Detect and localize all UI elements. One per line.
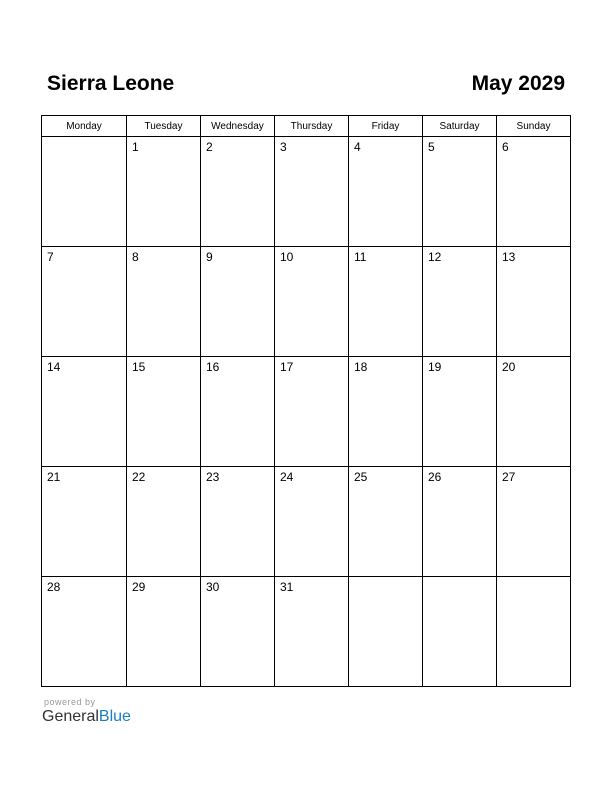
day-number: 10 xyxy=(280,250,294,264)
brand-part-general: General xyxy=(42,708,99,725)
day-cell xyxy=(497,247,571,357)
footer-branding xyxy=(42,697,131,727)
day-number: 18 xyxy=(354,360,368,374)
day-cell xyxy=(275,577,349,687)
day-cell xyxy=(201,357,275,467)
month-year-title: May 2029 xyxy=(471,72,565,95)
brand-part-blue: Blue xyxy=(98,708,131,725)
day-number: 1 xyxy=(132,140,139,154)
calendar-grid xyxy=(41,115,571,687)
day-cell xyxy=(349,247,423,357)
day-cell xyxy=(127,357,201,467)
day-cell xyxy=(42,137,127,247)
day-number: 26 xyxy=(428,470,442,484)
day-cell xyxy=(275,247,349,357)
day-number: 28 xyxy=(47,580,61,594)
day-number: 24 xyxy=(280,470,294,484)
day-cell xyxy=(201,467,275,577)
weekday-header: Saturday xyxy=(423,116,497,137)
day-cell xyxy=(275,137,349,247)
day-number: 22 xyxy=(132,470,146,484)
weekday-header: Tuesday xyxy=(127,116,201,137)
day-number: 16 xyxy=(206,360,220,374)
day-number: 14 xyxy=(47,360,61,374)
day-cell xyxy=(42,467,127,577)
day-cell xyxy=(349,467,423,577)
day-number: 15 xyxy=(132,360,146,374)
day-cell xyxy=(275,357,349,467)
generalblue-logo[interactable] xyxy=(42,707,131,727)
day-number: 30 xyxy=(206,580,220,594)
weekday-header: Monday xyxy=(42,116,127,137)
day-cell xyxy=(127,577,201,687)
day-number: 6 xyxy=(502,140,509,154)
day-number: 29 xyxy=(132,580,146,594)
day-cell xyxy=(201,577,275,687)
day-cell xyxy=(275,467,349,577)
week-row xyxy=(42,357,571,467)
day-number xyxy=(349,577,422,580)
day-number: 12 xyxy=(428,250,442,264)
day-cell xyxy=(349,357,423,467)
day-cell xyxy=(127,247,201,357)
day-cell xyxy=(423,247,497,357)
weekday-header: Friday xyxy=(349,116,423,137)
country-title: Sierra Leone xyxy=(47,72,175,95)
day-cell xyxy=(201,137,275,247)
week-row xyxy=(42,137,571,247)
day-number: 13 xyxy=(502,250,516,264)
day-number: 5 xyxy=(428,140,435,154)
day-number: 2 xyxy=(206,140,213,154)
day-cell xyxy=(497,467,571,577)
day-cell xyxy=(497,577,571,687)
day-number: 8 xyxy=(132,250,139,264)
day-number: 4 xyxy=(354,140,361,154)
day-number: 23 xyxy=(206,470,220,484)
day-number: 25 xyxy=(354,470,368,484)
day-number: 11 xyxy=(354,250,367,264)
day-cell xyxy=(423,467,497,577)
day-number: 17 xyxy=(280,360,294,374)
week-row xyxy=(42,247,571,357)
weekday-header: Thursday xyxy=(275,116,349,137)
day-cell xyxy=(497,137,571,247)
day-number xyxy=(42,137,126,140)
day-number xyxy=(497,577,570,580)
powered-by-text: powered by xyxy=(44,697,96,707)
day-number: 27 xyxy=(502,470,516,484)
day-cell xyxy=(201,247,275,357)
day-cell xyxy=(42,357,127,467)
weekday-header: Sunday xyxy=(497,116,571,137)
day-number: 3 xyxy=(280,140,287,154)
day-cell xyxy=(423,137,497,247)
day-cell xyxy=(423,357,497,467)
day-number: 21 xyxy=(47,470,61,484)
day-cell xyxy=(497,357,571,467)
weekday-header-row xyxy=(42,116,571,137)
day-cell xyxy=(42,247,127,357)
week-row xyxy=(42,467,571,577)
day-number: 19 xyxy=(428,360,442,374)
week-row xyxy=(42,577,571,687)
weekday-header: Wednesday xyxy=(201,116,275,137)
day-cell xyxy=(349,577,423,687)
day-cell xyxy=(423,577,497,687)
day-number xyxy=(423,577,496,580)
day-number: 9 xyxy=(206,250,213,264)
day-cell xyxy=(127,137,201,247)
day-number: 31 xyxy=(280,580,294,594)
day-number: 7 xyxy=(47,250,54,264)
day-number: 20 xyxy=(502,360,516,374)
day-cell xyxy=(127,467,201,577)
day-cell xyxy=(349,137,423,247)
day-cell xyxy=(42,577,127,687)
